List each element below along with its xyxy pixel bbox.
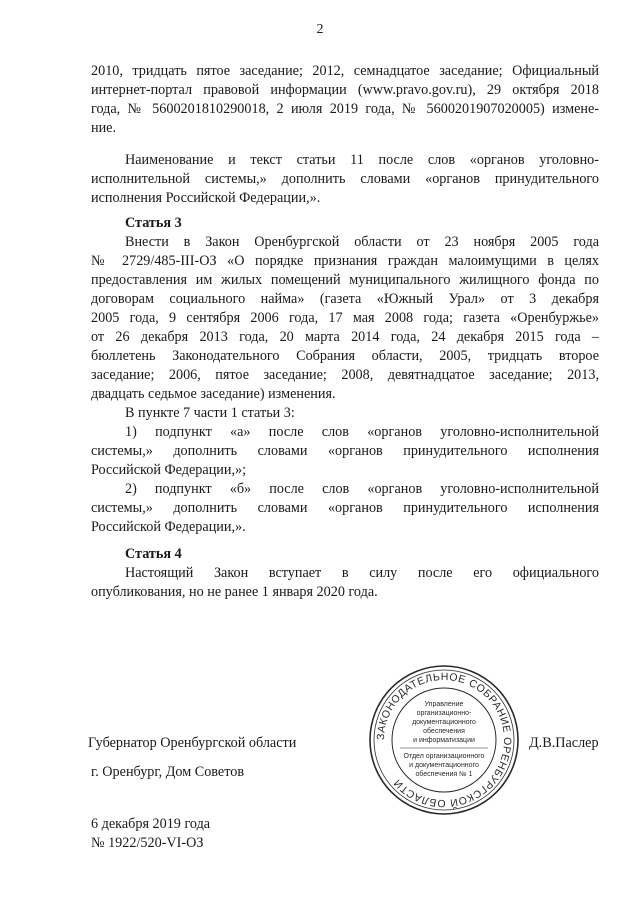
law-number: № 1922/520-VI-ОЗ <box>91 835 204 851</box>
article-3-heading: Статья 3 <box>125 215 182 231</box>
text-line: года, № 5600201810290018, 2 июля 2019 года, № 5600201907020005) измене- <box>91 101 599 117</box>
text-line: системы,» дополнить словами «органов принудительного исполнения <box>91 500 599 516</box>
text-line: от 26 декабря 2013 года, 20 марта 2014 года, 24 декабря 2015 года – <box>91 329 599 345</box>
stamp-center-line: документационного <box>412 719 476 726</box>
official-stamp <box>366 662 522 818</box>
signing-place: г. Оренбург, Дом Советов <box>91 764 245 780</box>
page-number: 2 <box>316 22 324 37</box>
text-line: системы,» дополнить словами «органов принудительного исполнения <box>91 443 599 459</box>
text-line: 2010, тридцать пятое заседание; 2012, семнадцатое заседание; Официальный <box>91 63 599 79</box>
text-line: Российской Федерации,»; <box>91 462 247 478</box>
text-line: Наименование и текст статьи 11 после слов «органов уголовно- <box>125 152 599 168</box>
text-line: 1) подпункт «а» после слов «органов уголовно-исполнительной <box>125 424 599 440</box>
stamp-center-line: организационно- <box>416 710 472 717</box>
text-line: предоставления им жилых помещений муниципального жилищного фонда по <box>91 272 599 288</box>
signatory-position: Губернатор Оренбургской области <box>88 735 297 751</box>
stamp-center-line: обеспечения <box>423 728 465 735</box>
stamp-center-line: Отдел организационного <box>403 753 485 760</box>
text-line: договорам социального найма» (газета «Южный Урал» от 3 декабря <box>91 291 599 307</box>
text-line: Настоящий Закон вступает в силу после его официального <box>125 565 599 581</box>
text-line: опубликования, но не ранее 1 января 2020 года. <box>91 584 378 600</box>
text-line: исполнения Российской Федерации,». <box>91 190 321 206</box>
text-line: двадцать седьмое заседание) изменения. <box>91 386 336 402</box>
law-date: 6 декабря 2019 года <box>91 816 211 832</box>
text-line: 2) подпункт «б» после слов «органов уголовно-исполнительной <box>125 481 599 497</box>
text-line: интернет-портал правовой информации (www.pravo.gov.ru), 29 октября 2018 <box>91 82 599 98</box>
stamp-center-line: Управление <box>424 701 464 708</box>
stamp-ring-text: ЗАКОНОДАТЕЛЬНОЕ СОБРАНИЕ ОРЕНБУРГСКОЙ ОБЛАСТИ <box>374 670 514 810</box>
text-line: В пункте 7 части 1 статьи 3: <box>125 405 295 421</box>
stamp-center-line: и информатизации <box>413 737 475 744</box>
text-line: Российской Федерации,». <box>91 519 246 535</box>
stamp-center-line: обеспечения № 1 <box>415 771 473 778</box>
text-line: бюллетень Законодательного Собрания области, 2005, тридцать второе <box>91 348 599 364</box>
stamp-center-line: и документационного <box>409 762 479 769</box>
signatory-name: Д.В.Паслер <box>529 735 599 751</box>
text-line: Внести в Закон Оренбургской области от 23 ноября 2005 года <box>125 234 599 250</box>
text-line: ние. <box>91 120 117 136</box>
text-line: № 2729/485-III-ОЗ «О порядке признания граждан малоимущими в целях <box>91 253 599 269</box>
article-4-heading: Статья 4 <box>125 546 182 562</box>
text-line: 2005 года, 9 сентября 2006 года, 17 мая 2008 года; газета «Оренбуржье» <box>91 310 599 326</box>
text-line: исполнительной системы,» дополнить словами «органов принудительного <box>91 171 599 187</box>
text-line: заседание; 2006, пятое заседание; 2008, девятнадцатое заседание; 2013, <box>91 367 599 383</box>
